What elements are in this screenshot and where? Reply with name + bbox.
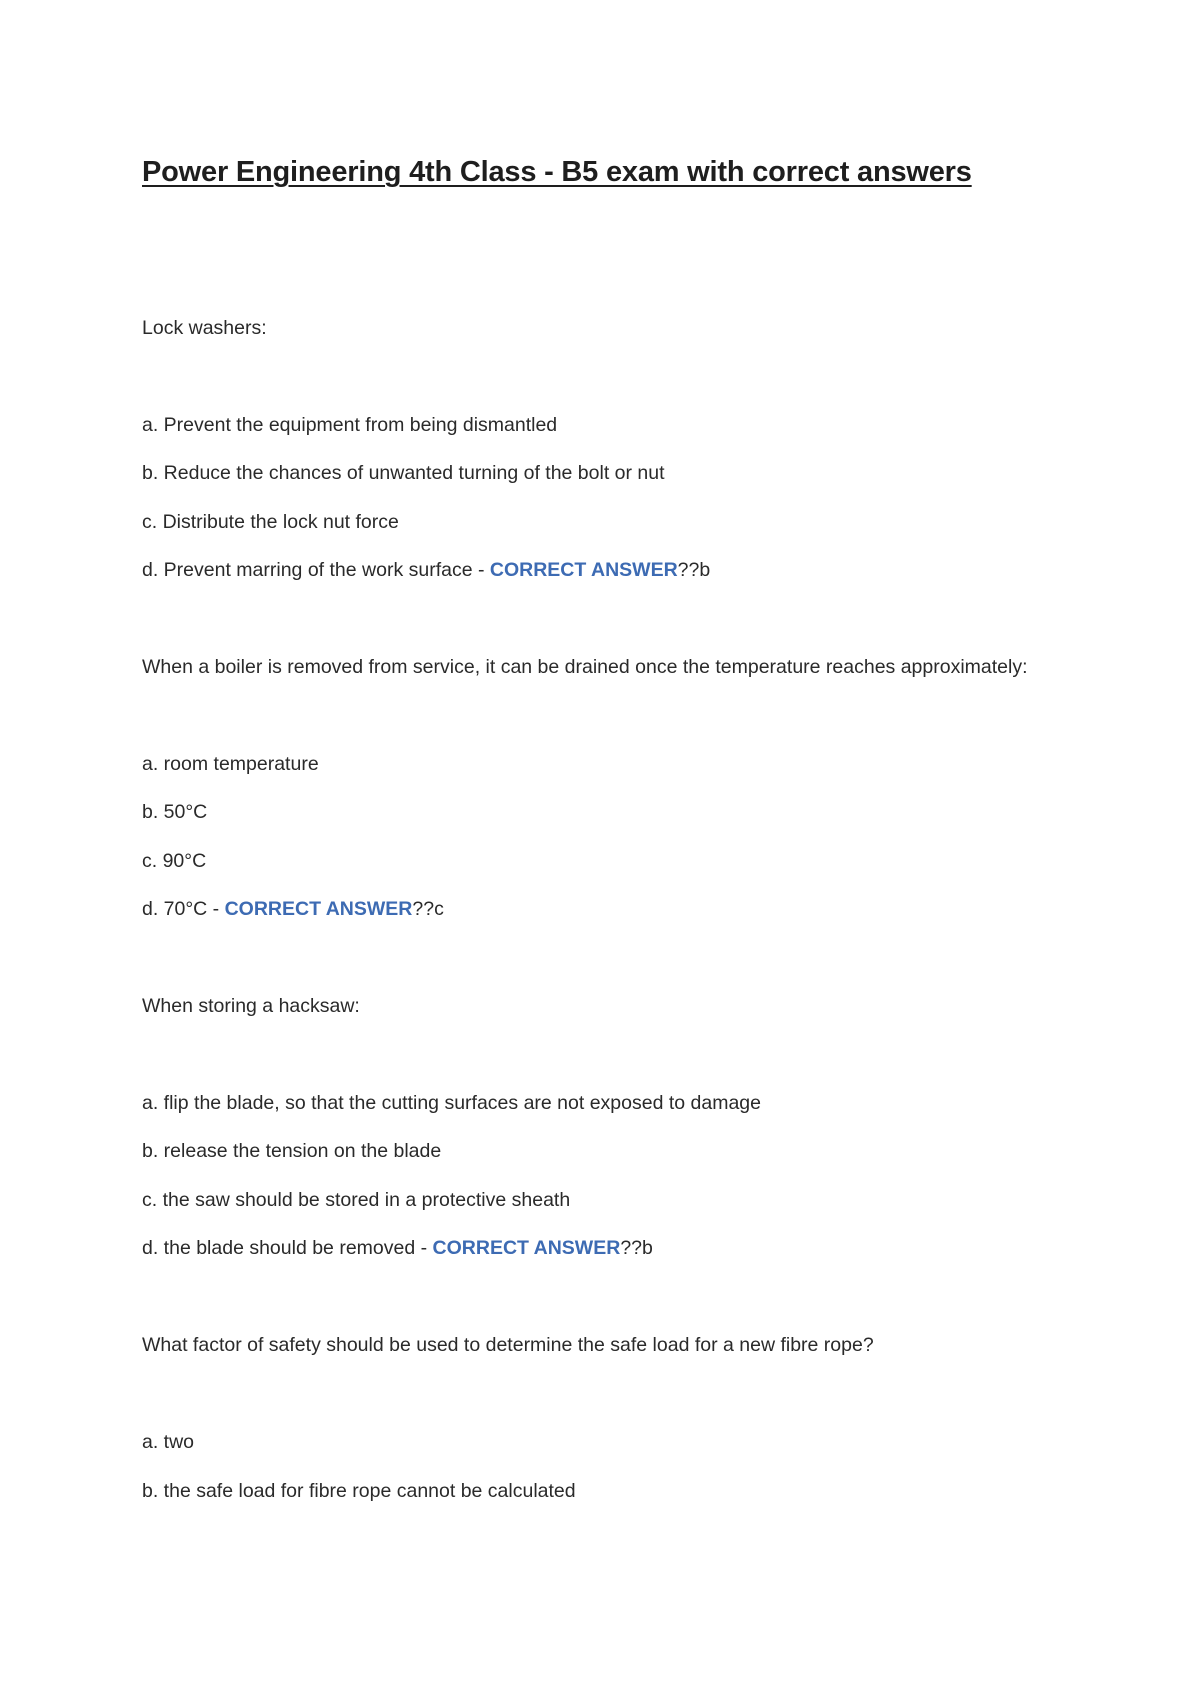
question-2-option-b: b. 50°C: [142, 801, 208, 823]
question-1-option-c: c. Distribute the lock nut force: [142, 511, 399, 533]
document-title: Power Engineering 4th Class - B5 exam with correct answers: [142, 156, 972, 188]
question-2-option-d: [142, 897, 444, 921]
question-1-prompt: Lock washers:: [142, 317, 267, 339]
question-3-prompt: When storing a hacksaw:: [142, 995, 360, 1017]
correct-answer-value: ??b: [677, 559, 711, 581]
question-2-option-c: c. 90°C: [142, 850, 207, 872]
question-4-option-b: b. the safe load for fibre rope cannot be calculated: [142, 1480, 576, 1502]
correct-answer-value: ??b: [620, 1237, 653, 1259]
question-3-option-b: b. release the tension on the blade: [142, 1140, 442, 1162]
question-2-prompt: When a boiler is removed from service, it can be drained once the temperature reaches approximately:: [142, 656, 1028, 678]
question-3-option-a: a. flip the blade, so that the cutting surfaces are not exposed to damage: [142, 1092, 761, 1114]
question-4-option-a: a. two: [142, 1431, 195, 1453]
option-text: d. Prevent marring of the work surface -: [142, 559, 490, 581]
option-text: d. the blade should be removed -: [142, 1237, 433, 1259]
question-3-option-c: c. the saw should be stored in a protective sheath: [142, 1189, 571, 1211]
correct-answer-value: ??c: [412, 898, 444, 920]
question-4-prompt: What factor of safety should be used to determine the safe load for a new fibre rope?: [142, 1334, 874, 1356]
option-text: d. 70°C -: [142, 898, 225, 920]
question-1-option-d: [142, 558, 710, 582]
correct-answer-label: CORRECT ANSWER: [224, 898, 413, 920]
question-1-option-a: a. Prevent the equipment from being dismantled: [142, 414, 558, 436]
question-2-option-a: a. room temperature: [142, 753, 319, 775]
correct-answer-label: CORRECT ANSWER: [489, 559, 678, 581]
question-3-option-d: [142, 1236, 653, 1260]
correct-answer-label: CORRECT ANSWER: [432, 1237, 621, 1259]
question-1-option-b: b. Reduce the chances of unwanted turning of the bolt or nut: [142, 462, 665, 484]
